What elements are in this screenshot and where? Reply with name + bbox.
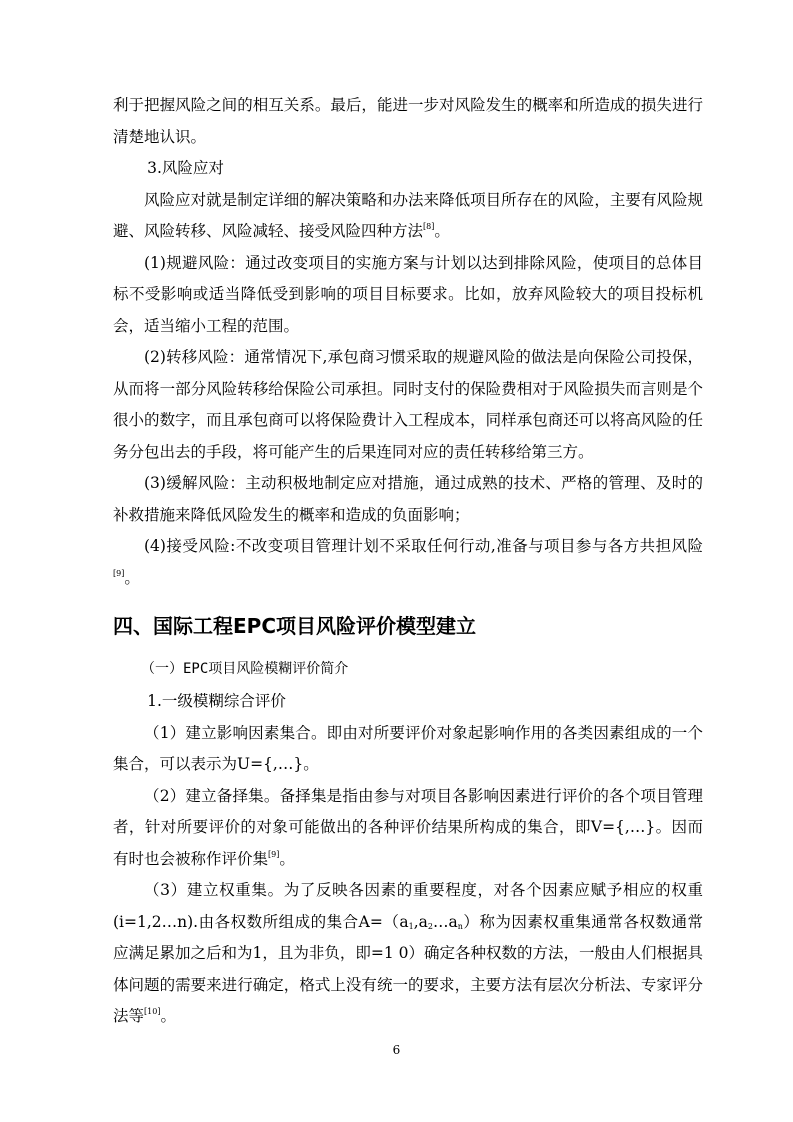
subheading-risk-response: 3.风险应对 bbox=[147, 159, 224, 177]
paragraph-accept-risk bbox=[113, 531, 703, 594]
paragraph-text: 风险应对就是制定详细的解决策略和办法来降低项目所存在的风险，主要有风险规避、风险转移、风险减轻、接受风险四种方法 bbox=[113, 190, 703, 240]
paragraph-weight-set bbox=[113, 875, 703, 1033]
subscript: 1 bbox=[408, 921, 414, 931]
paragraph-text: ,a bbox=[413, 912, 428, 931]
section-heading: 四、国际工程EPC项目风险评价模型建立 bbox=[113, 614, 476, 638]
subsection-heading: （一）EPC项目风险模糊评价简介 bbox=[141, 661, 349, 677]
body-text bbox=[113, 90, 703, 1033]
citation-ref: [9] bbox=[113, 568, 125, 578]
paragraph-factor-set: （1）建立影响因素集合。即由对所要评价对象起影响作用的各类因素组成的一个集合，可以表示为U={,…}。 bbox=[113, 723, 703, 773]
paragraph-tail: 。 bbox=[124, 568, 140, 587]
subheading-fuzzy-eval: 1.一级模糊综合评价 bbox=[147, 692, 286, 710]
paragraph-text: …a bbox=[432, 912, 458, 931]
paragraph-tail: 。 bbox=[279, 849, 295, 868]
citation-ref: [10] bbox=[144, 1007, 161, 1016]
subscript: 2 bbox=[427, 921, 433, 931]
paragraph-tail: 。 bbox=[160, 1007, 176, 1025]
paragraph-continuation: 利于把握风险之间的相互关系。最后，能进一步对风险发生的概率和所造成的损失进行清楚地认识。 bbox=[113, 96, 703, 146]
page-number: 6 bbox=[392, 1043, 401, 1057]
paragraph-alternative-set bbox=[113, 781, 703, 876]
paragraph-text: ）称为因素权重集通常各权数通常应满足累加之后和为1，且为非负，即=1 0）确定各种权数的方法，一般由人们根据具体问题的需要来进行确定，格式上没有统一的要求，主要方法有层次分析法、专家评分法等 bbox=[113, 912, 704, 1025]
citation-ref: [8] bbox=[423, 222, 435, 231]
paragraph-mitigate-risk: (3)缓解风险：主动积极地制定应对措施，通过成熟的技术、严格的管理、及时的补救措施来降低风险发生的概率和造成的负面影响； bbox=[113, 474, 703, 524]
paragraph-transfer-risk: (2)转移风险：通常情况下,承包商习惯采取的规避风险的做法是向保险公司投保，从而将一部分风险转移给保险公司承担。同时支付的保险费相对于风险损失而言则是个很小的数字，而且承包商可以将保险费计入工程成本，同样承包商还可以将高风险的任务分包出去的手段，将可能产生的后果连同对应的责任转移给第三方。 bbox=[113, 348, 703, 461]
paragraph-text: （2）建立备择集。备择集是指由参与对项目各影响因素进行评价的各个项目管理者，针对所要评价的对象可能做出的各种评价结果所构成的集合，即V={,…}。因而有时也会被称作评价集 bbox=[113, 786, 703, 868]
paragraph-text: (4)接受风险:不改变项目管理计划不采取任何行动,准备与项目参与各方共担风险 bbox=[144, 537, 703, 555]
paragraph-text: （3）建立权重集。为了反映各因素的重要程度，对各个因素应赋予相应的权重(i=1,2…n).由各权数所组成的集合A=（a bbox=[113, 881, 703, 931]
paragraph-risk-response-intro bbox=[113, 185, 703, 248]
subscript: n bbox=[457, 921, 463, 931]
citation-ref: [9] bbox=[268, 849, 280, 859]
paragraph-tail: 。 bbox=[434, 222, 450, 240]
paragraph-avoid-risk: (1)规避风险：通过改变项目的实施方案与计划以达到排除风险，使项目的总体目标不受影响或适当降低受到影响的项目目标要求。比如，放弃风险较大的项目投标机会，适当缩小工程的范围。 bbox=[113, 253, 703, 335]
